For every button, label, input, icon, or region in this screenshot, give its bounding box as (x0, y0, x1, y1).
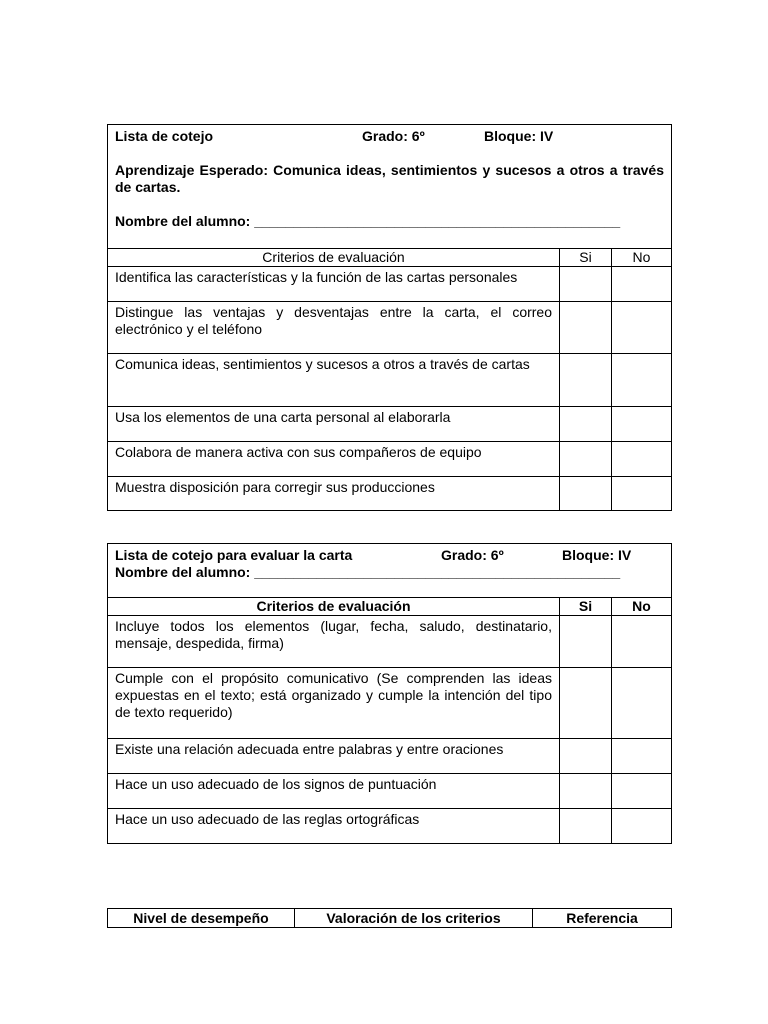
no-cell[interactable] (612, 739, 672, 774)
yes-cell[interactable] (560, 477, 612, 511)
table-row: Incluye todos los elementos (lugar, fecha, saludo, destinatario, mensaje, despedida, firma) (108, 616, 560, 668)
yes-cell[interactable] (560, 407, 612, 442)
col-reference: Referencia (533, 909, 672, 928)
no-cell[interactable] (612, 668, 672, 739)
no-cell[interactable] (612, 477, 672, 511)
table1-col-criteria: Criterios de evaluación (108, 249, 560, 267)
yes-cell[interactable] (560, 616, 612, 668)
table2-title: Lista de cotejo para evaluar la carta (115, 547, 353, 563)
yes-cell[interactable] (560, 668, 612, 739)
table1-title-line (115, 128, 664, 145)
table1-title: Lista de cotejo (115, 128, 214, 144)
table1-header (108, 125, 672, 249)
table2-header (108, 544, 672, 598)
table2-student-name: Nombre del alumno: _______________________________________________ (115, 564, 621, 580)
col-criteria-valuation: Valoración de los criterios (295, 909, 533, 928)
yes-cell[interactable] (560, 739, 612, 774)
yes-cell[interactable] (560, 809, 612, 844)
table1-student-name: Nombre del alumno: _______________________________________________ (115, 213, 621, 229)
performance-level-table (107, 908, 672, 928)
table-row: Identifica las características y la función de las cartas personales (108, 267, 560, 302)
table-row: Cumple con el propósito comunicativo (Se comprenden las ideas expuestas en el texto; está organizado y cumple la intención del tipo de texto requerido) (108, 668, 560, 739)
table1-col-no: No (612, 249, 672, 267)
no-cell[interactable] (612, 774, 672, 809)
table2-title-line (115, 547, 664, 564)
no-cell[interactable] (612, 442, 672, 477)
table-row: Existe una relación adecuada entre palabras y entre oraciones (108, 739, 560, 774)
no-cell[interactable] (612, 302, 672, 354)
table2-col-no: No (612, 598, 672, 616)
no-cell[interactable] (612, 267, 672, 302)
table1-learning: Aprendizaje Esperado: Comunica ideas, sentimientos y sucesos a otros a través de cartas. (115, 162, 664, 195)
table-row: Comunica ideas, sentimientos y sucesos a otros a través de cartas (108, 354, 560, 407)
table2-col-yes: Si (560, 598, 612, 616)
table1-block: Bloque: IV (484, 128, 554, 144)
table2-grade: Grado: 6º (441, 547, 504, 563)
no-cell[interactable] (612, 354, 672, 407)
table-row: Usa los elementos de una carta personal al elaborarla (108, 407, 560, 442)
yes-cell[interactable] (560, 267, 612, 302)
no-cell[interactable] (612, 809, 672, 844)
no-cell[interactable] (612, 407, 672, 442)
table-row: Hace un uso adecuado de los signos de puntuación (108, 774, 560, 809)
table2-block: Bloque: IV (562, 547, 632, 563)
checklist-table-1 (107, 124, 672, 511)
checklist-table-2 (107, 543, 672, 844)
table-row: Hace un uso adecuado de las reglas ortográficas (108, 809, 560, 844)
table2-col-criteria: Criterios de evaluación (108, 598, 560, 616)
table1-grade: Grado: 6º (362, 128, 425, 144)
table-row: Colabora de manera activa con sus compañeros de equipo (108, 442, 560, 477)
col-performance-level: Nivel de desempeño (108, 909, 295, 928)
yes-cell[interactable] (560, 442, 612, 477)
table1-col-yes: Si (560, 249, 612, 267)
yes-cell[interactable] (560, 354, 612, 407)
yes-cell[interactable] (560, 774, 612, 809)
table-row: Distingue las ventajas y desventajas entre la carta, el correo electrónico y el teléfono (108, 302, 560, 354)
yes-cell[interactable] (560, 302, 612, 354)
no-cell[interactable] (612, 616, 672, 668)
table-row: Muestra disposición para corregir sus producciones (108, 477, 560, 511)
